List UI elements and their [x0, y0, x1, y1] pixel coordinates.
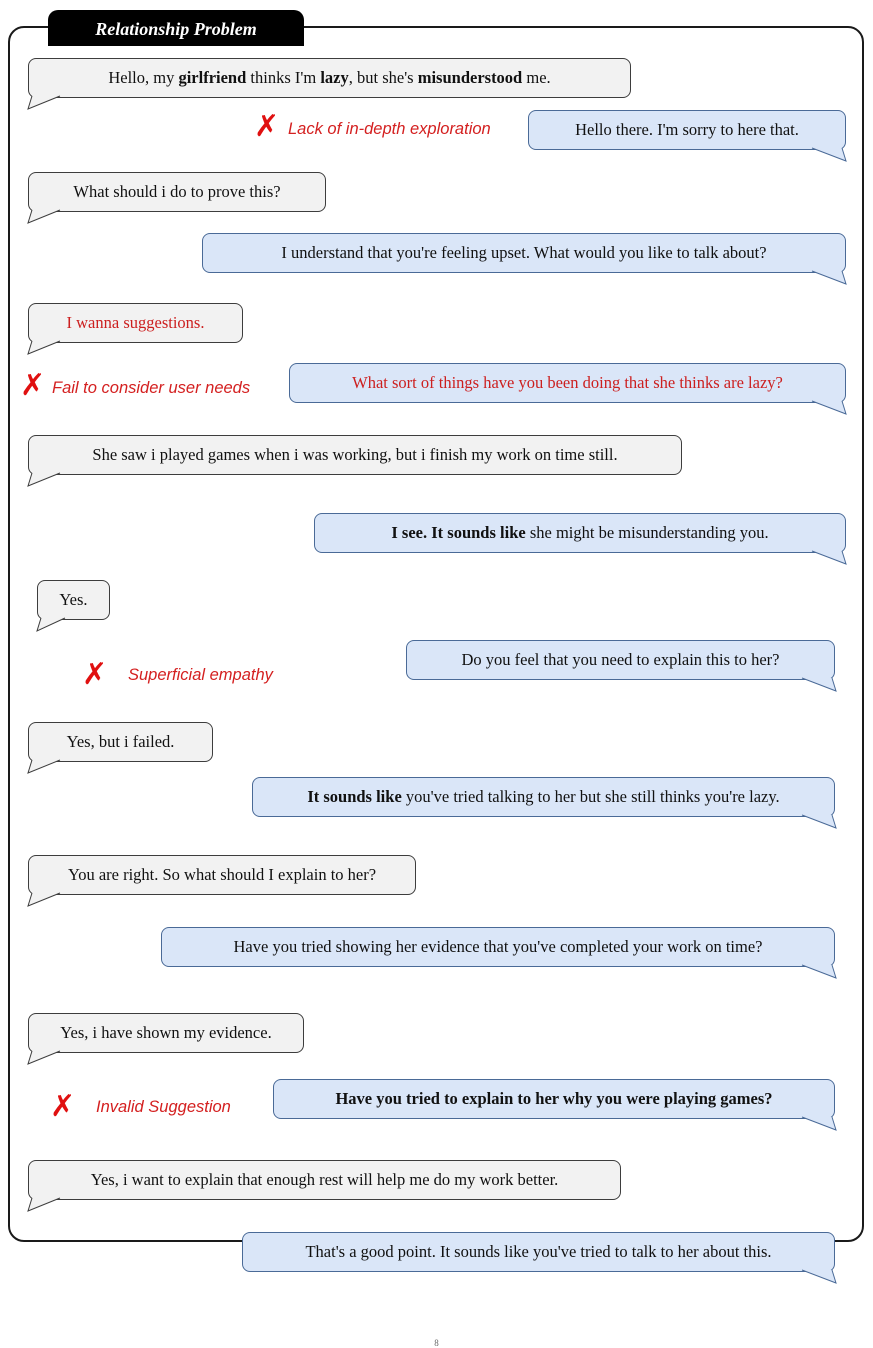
- message-text: Hello there. I'm sorry to here that.: [575, 120, 799, 139]
- message-text: thinks I'm: [246, 68, 321, 87]
- message-text: She saw i played games when i was working, but i finish my work on time still.: [92, 445, 618, 464]
- critique-label: Invalid Suggestion: [96, 1098, 231, 1116]
- message-text: Yes, i have shown my evidence.: [60, 1023, 272, 1042]
- message-text: I wanna suggestions.: [66, 313, 205, 332]
- bubble-tail: [810, 148, 850, 164]
- user-message-3: [28, 303, 243, 343]
- bubble-tail: [810, 401, 850, 417]
- bubble-tail: [35, 618, 75, 634]
- user-message-4: [28, 435, 682, 475]
- message-text: Yes.: [59, 590, 88, 609]
- bubble-tail: [810, 271, 850, 287]
- bot-message-2: [202, 233, 846, 273]
- user-message-9: [28, 1160, 621, 1200]
- bubble-tail: [26, 210, 66, 226]
- bubble-tail: [26, 1198, 66, 1214]
- message-text: Yes, but i failed.: [66, 732, 175, 751]
- bubble-tail: [26, 760, 66, 776]
- message-bold-text: It sounds like: [307, 787, 402, 806]
- bot-message-8: [273, 1079, 835, 1119]
- bot-message-3: [289, 363, 846, 403]
- message-text: , but she's: [348, 68, 418, 87]
- cross-mark-icon: ✗: [50, 1089, 76, 1124]
- message-text: you've tried talking to her but she still thinks you're lazy.: [401, 787, 780, 806]
- critique-label: Lack of in-depth exploration: [288, 120, 491, 138]
- bubble-tail: [810, 551, 850, 567]
- user-message-7: [28, 855, 416, 895]
- message-bold-text: girlfriend: [178, 68, 247, 87]
- user-message-6: [28, 722, 213, 762]
- message-text: What sort of things have you been doing that she thinks are lazy?: [352, 373, 783, 392]
- message-bold-text: I see. It sounds like: [391, 523, 526, 542]
- bubble-tail: [800, 1117, 840, 1133]
- bot-message-7: [161, 927, 835, 967]
- message-text: What should i do to prove this?: [73, 182, 281, 201]
- critique-label: Fail to consider user needs: [52, 379, 251, 397]
- bubble-tail: [26, 473, 66, 489]
- bot-message-5: [406, 640, 835, 680]
- bot-message-9: [242, 1232, 835, 1272]
- user-message-1: [28, 58, 631, 98]
- bubble-tail: [26, 341, 66, 357]
- conversation-title: Relationship Problem: [48, 10, 304, 46]
- bubble-tail: [800, 815, 840, 831]
- bot-message-1: [528, 110, 846, 150]
- user-message-8: [28, 1013, 304, 1053]
- bubble-tail: [26, 893, 66, 909]
- message-text: Do you feel that you need to explain this to her?: [461, 650, 780, 669]
- bubble-tail: [800, 1270, 840, 1286]
- bot-message-6: [252, 777, 835, 817]
- user-message-5: [37, 580, 110, 620]
- bot-message-4: [314, 513, 846, 553]
- page-number: 8: [434, 1338, 439, 1348]
- bubble-tail: [26, 96, 66, 112]
- message-text: me.: [522, 68, 551, 87]
- message-text: You are right. So what should I explain to her?: [67, 865, 377, 884]
- cross-mark-icon: ✗: [20, 368, 46, 403]
- message-text: That's a good point. It sounds like you've tried to talk to her about this.: [305, 1242, 772, 1261]
- user-message-2: [28, 172, 326, 212]
- cross-mark-icon: ✗: [82, 657, 108, 692]
- bubble-tail: [800, 965, 840, 981]
- bubble-tail: [26, 1051, 66, 1067]
- message-text: Have you tried showing her evidence that you've completed your work on time?: [233, 937, 763, 956]
- critique-label: Superficial empathy: [128, 666, 273, 684]
- bubble-tail: [800, 678, 840, 694]
- message-text: Yes, i want to explain that enough rest will help me do my work better.: [90, 1170, 559, 1189]
- message-text: Have you tried to explain to her why you were playing games?: [335, 1089, 773, 1108]
- message-text: Hello, my: [108, 68, 179, 87]
- message-text: she might be misunderstanding you.: [525, 523, 769, 542]
- message-text: I understand that you're feeling upset. What would you like to talk about?: [281, 243, 767, 262]
- message-bold-text: misunderstood: [417, 68, 523, 87]
- cross-mark-icon: ✗: [254, 109, 280, 144]
- message-bold-text: lazy: [320, 68, 349, 87]
